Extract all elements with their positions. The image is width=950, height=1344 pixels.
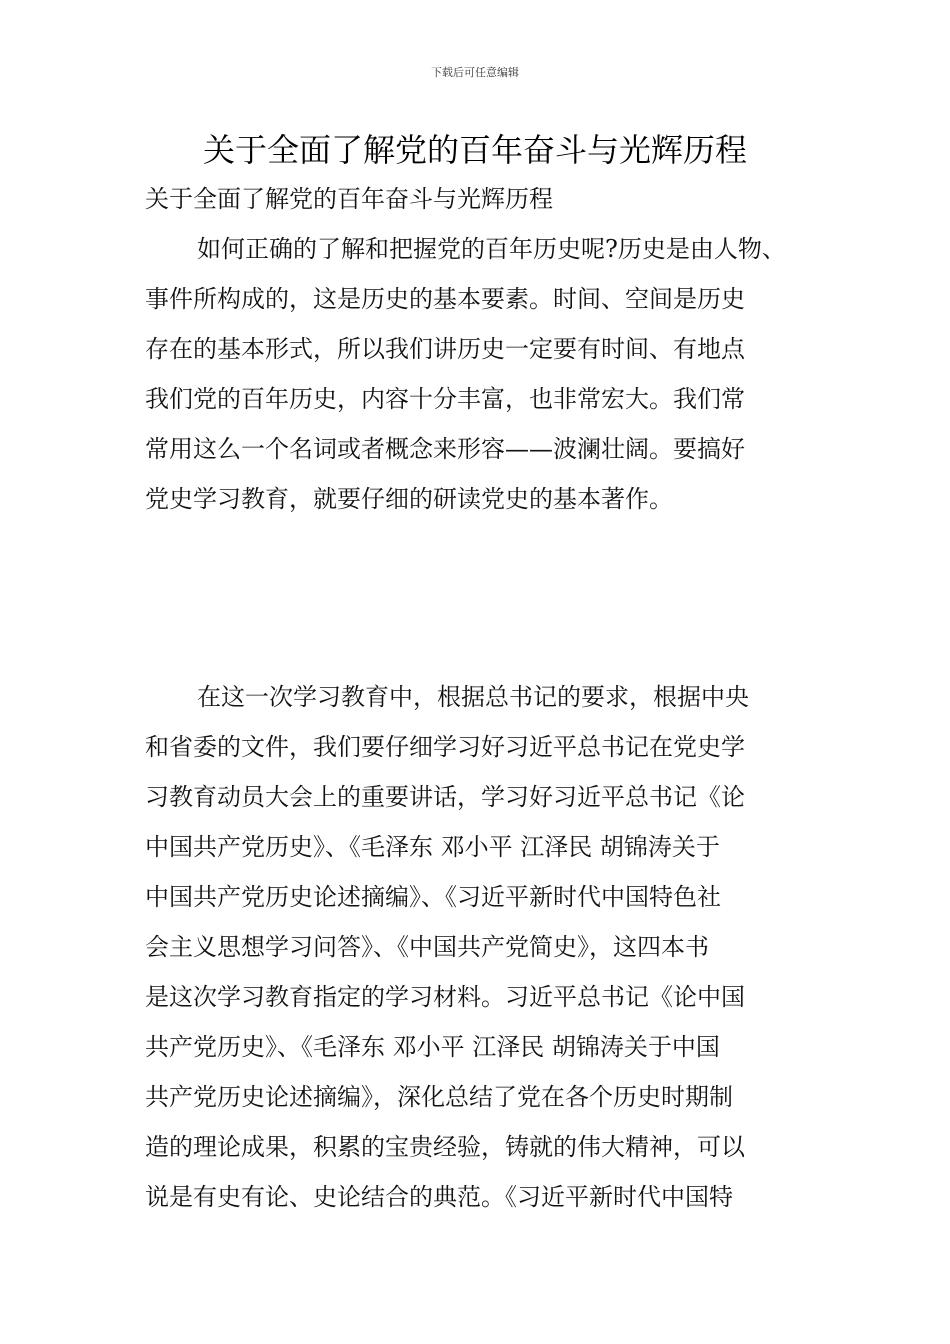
paragraph-line: 我们党的百年历史，内容十分丰富，也非常宏大。我们常	[145, 385, 745, 413]
paragraph-line: 如何正确的了解和把握党的百年历史呢?历史是由人物、	[197, 235, 786, 263]
paragraph-line: 共产党历史论述摘编》，深化总结了党在各个历史时期制	[145, 1083, 733, 1111]
paragraph-line: 常用这么一个名词或者概念来形容——波澜壮阔。要搞好	[145, 435, 745, 463]
paragraph-line: 是这次学习教育指定的学习材料。习近平总书记《论中国	[145, 983, 745, 1011]
paragraph-line: 党史学习教育，就要仔细的研读党史的基本著作。	[145, 485, 673, 513]
paragraph-line: 存在的基本形式，所以我们讲历史一定要有时间、有地点	[145, 335, 745, 363]
paragraph-line: 中国共产党历史论述摘编》、《习近平新时代中国特色社	[145, 883, 721, 911]
paragraph-line: 和省委的文件，我们要仔细学习好习近平总书记在党史学	[145, 733, 745, 761]
paragraph-line: 说是有史有论、史论结合的典范。《习近平新时代中国特	[145, 1183, 733, 1211]
paragraph-line: 在这一次学习教育中，根据总书记的要求，根据中央	[197, 683, 749, 711]
paragraph-line: 习教育动员大会上的重要讲话，学习好习近平总书记《论	[145, 783, 745, 811]
paragraph-line: 造的理论成果，积累的宝贵经验，铸就的伟大精神，可以	[145, 1133, 745, 1161]
paragraph-line: 事件所构成的，这是历史的基本要素。时间、空间是历史	[145, 285, 745, 313]
paragraph-line: 会主义思想学习问答》、《中国共产党简史》，这四本书	[145, 933, 709, 961]
document-title: 关于全面了解党的百年奋斗与光辉历程	[202, 131, 747, 169]
paragraph-line: 中国共产党历史》、《毛泽东 邓小平 江泽民 胡锦涛关于	[145, 833, 720, 861]
document-subtitle: 关于全面了解党的百年奋斗与光辉历程	[145, 185, 553, 213]
header-note: 下载后可任意编辑	[431, 66, 519, 79]
paragraph-line: 共产党历史》、《毛泽东 邓小平 江泽民 胡锦涛关于中国	[145, 1033, 720, 1061]
